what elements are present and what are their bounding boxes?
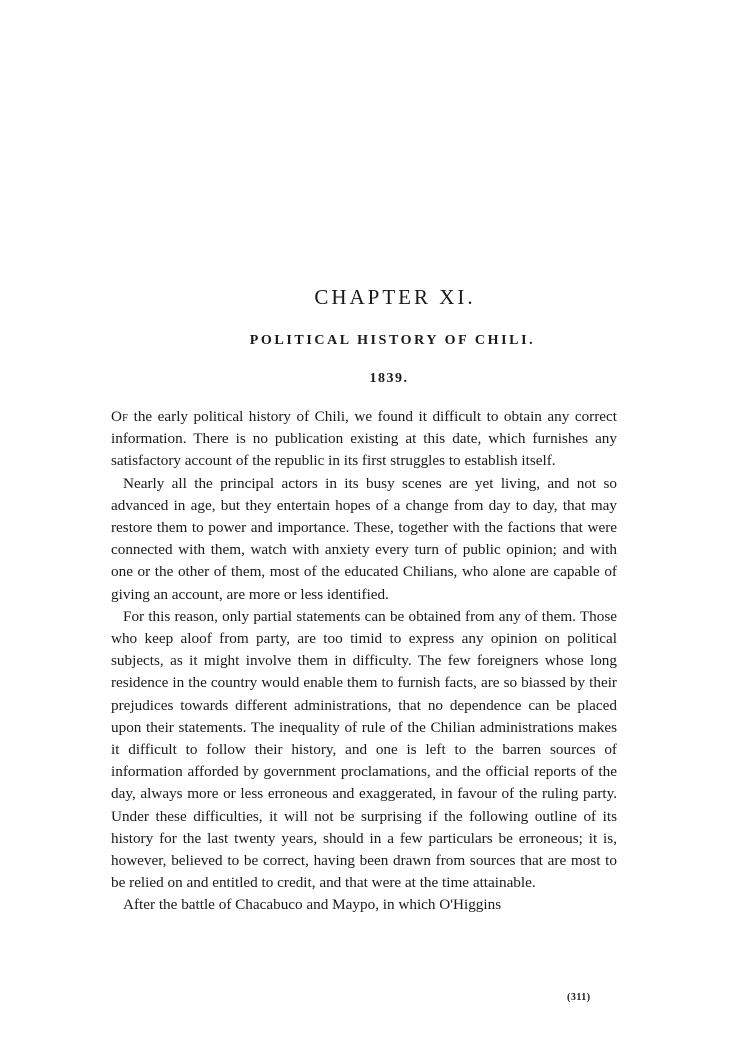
paragraph-lead-word: Of bbox=[111, 408, 129, 425]
page-number: (311) bbox=[567, 992, 591, 1003]
body-text bbox=[111, 406, 617, 917]
paragraph-text: the early political history of Chili, we found it difficult to obtain any correct information. There is no publication existing at this date, which furnishes any satisfactory account of the republic in its first struggles to establish itself. bbox=[111, 408, 617, 470]
chapter-year: 1839. bbox=[369, 371, 409, 386]
paragraph-4 bbox=[111, 894, 617, 916]
paragraph-text: After the battle of Chacabuco and Maypo, in which O'Higgins bbox=[123, 896, 502, 914]
chapter-title: CHAPTER XI. bbox=[314, 285, 476, 309]
paragraph-2 bbox=[111, 473, 617, 606]
paragraph-1 bbox=[111, 406, 617, 473]
paragraph-text: For this reason, only partial statements can be obtained from any of them. Those who keep aloof from party, are too timid to express any opinion on political subjects, as it might involve them in difficulty. The few foreigners whose long residence in the country would enable them to furnish facts, are so biassed by their prejudices towards different administrations, that no dependence can be placed upon their statements. The inequality of rule of the Chilian administrations makes it difficult to follow their history, and one is left to the barren sources of information afforded by government proclamations, and the official reports of the day, always more or less erroneous and exaggerated, in favour of the ruling party. Under these difficulties, it will not be surprising if the following outline of its history for the last twenty years, should in a few particulars be erroneous; it is, however, believed to be correct, having been drawn from sources that are most to be relied on and entitled to credit, and that were at the time attainable. bbox=[111, 607, 617, 892]
chapter-subtitle: POLITICAL HISTORY OF CHILI. bbox=[249, 333, 536, 348]
paragraph-3 bbox=[111, 606, 617, 895]
paragraph-text: Nearly all the principal actors in its busy scenes are yet living, and not so advanced in age, but they entertain hopes of a change from day to day, that may restore them to power and importance. These, together with the factions that were connected with them, watch with anxiety every turn of public opinion; and with one or the other of them, most of the educated Chilians, who alone are capable of giving an account, are more or less identified. bbox=[111, 474, 617, 603]
